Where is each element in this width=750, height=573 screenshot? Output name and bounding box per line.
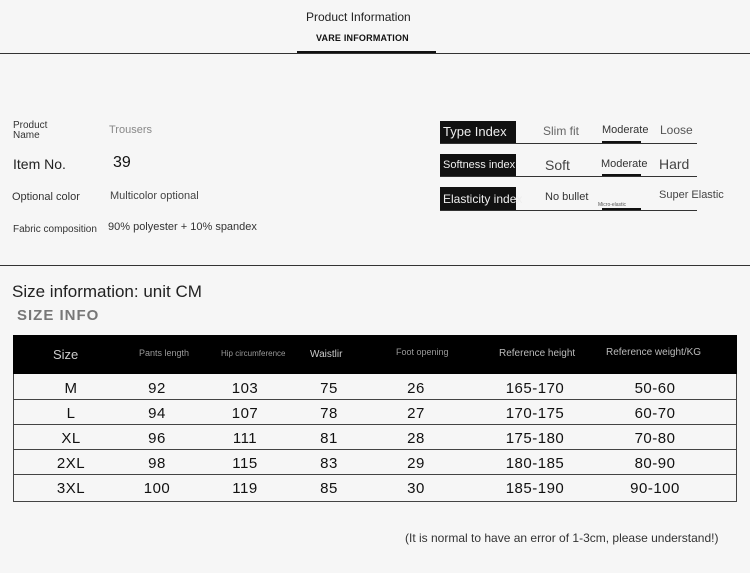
softness-option-soft: Soft: [545, 157, 570, 173]
table-cell: 27: [407, 405, 425, 422]
table-cell: 60-70: [634, 405, 676, 422]
fabric-composition-label: Fabric composition: [13, 224, 97, 235]
softness-index-label: Softness index: [440, 154, 516, 177]
size-section-title: Size information: unit CM: [12, 282, 202, 301]
table-cell: 115: [232, 455, 258, 472]
softness-option-moderate: Moderate: [601, 158, 648, 170]
table-cell: L: [66, 405, 76, 422]
table-row: [14, 400, 736, 425]
table-cell: 26: [407, 380, 425, 397]
elasticity-option-micro: Micro-elastic: [598, 202, 627, 208]
table-cell: 2XL: [56, 455, 86, 472]
elasticity-index-label: Elasticity index: [440, 187, 516, 210]
elasticity-option-super: Super Elastic: [659, 189, 724, 201]
size-section-subtitle: SIZE INFO: [17, 307, 100, 324]
table-cell: 111: [232, 430, 258, 447]
table-cell: 103: [231, 380, 259, 397]
column-header-pants-length: Pants length: [139, 348, 190, 358]
column-header-reference-weight: Reference weight/KG: [606, 347, 702, 358]
divider: [0, 53, 750, 54]
table-cell: 175-180: [505, 430, 565, 447]
elasticity-index-line: [440, 210, 697, 211]
softness-index-line: [440, 176, 697, 177]
product-name-label: Product Name: [13, 120, 48, 141]
table-cell: 170-175: [505, 405, 565, 422]
item-no-value: 39: [113, 154, 131, 171]
size-table-header: [13, 335, 737, 374]
table-row: [14, 450, 736, 475]
table-cell: 50-60: [634, 380, 676, 397]
column-header-size: Size: [53, 347, 79, 362]
table-cell: 165-170: [505, 380, 565, 397]
section-title: Product Information: [306, 10, 411, 24]
table-cell: 80-90: [634, 455, 676, 472]
column-header-hip: Hip circumference: [221, 349, 286, 358]
table-row: [14, 475, 736, 500]
table-cell: 98: [148, 455, 166, 472]
table-cell: 70-80: [634, 430, 676, 447]
table-cell: 83: [320, 455, 338, 472]
table-cell: 92: [148, 380, 166, 397]
table-cell: 96: [148, 430, 166, 447]
softness-option-hard: Hard: [659, 156, 690, 172]
table-cell: 185-190: [505, 480, 565, 497]
size-table-body: [13, 374, 737, 502]
column-header-reference-height: Reference height: [499, 348, 576, 359]
table-row: [14, 425, 736, 450]
column-header-waist: Waistlir: [310, 349, 343, 360]
fabric-composition-value: 90% polyester + 10% spandex: [108, 221, 257, 233]
elasticity-option-no-bullet: No bullet: [545, 191, 589, 203]
table-cell: M: [64, 380, 78, 397]
table-cell: 119: [232, 480, 258, 497]
optional-color-label: Optional color: [12, 191, 80, 203]
type-option-moderate: Moderate: [602, 124, 649, 136]
table-row: [14, 375, 736, 400]
column-header-foot-opening: Foot opening: [396, 347, 449, 357]
type-index-line: [440, 143, 697, 144]
table-cell: 29: [407, 455, 425, 472]
table-cell: XL: [61, 430, 81, 447]
table-cell: 85: [320, 480, 338, 497]
table-cell: 90-100: [630, 480, 680, 497]
type-index-label: Type Index: [440, 121, 516, 144]
table-cell: 30: [407, 480, 425, 497]
table-cell: 94: [148, 405, 166, 422]
measurement-note: (It is normal to have an error of 1-3cm, please understand!): [405, 531, 719, 545]
table-cell: 28: [407, 430, 425, 447]
item-no-label: Item No.: [13, 156, 66, 172]
table-cell: 81: [320, 430, 338, 447]
divider: [0, 265, 750, 266]
table-cell: 3XL: [56, 480, 86, 497]
table-cell: 100: [143, 480, 171, 497]
type-option-loose: Loose: [660, 123, 693, 137]
type-option-slim: Slim fit: [543, 124, 579, 138]
optional-color-value: Multicolor optional: [110, 190, 199, 202]
section-subtitle: VARE INFORMATION: [316, 33, 409, 43]
product-name-value: Trousers: [109, 124, 152, 136]
table-cell: 78: [320, 405, 338, 422]
table-cell: 75: [320, 380, 338, 397]
table-cell: 107: [231, 405, 259, 422]
table-cell: 180-185: [505, 455, 565, 472]
